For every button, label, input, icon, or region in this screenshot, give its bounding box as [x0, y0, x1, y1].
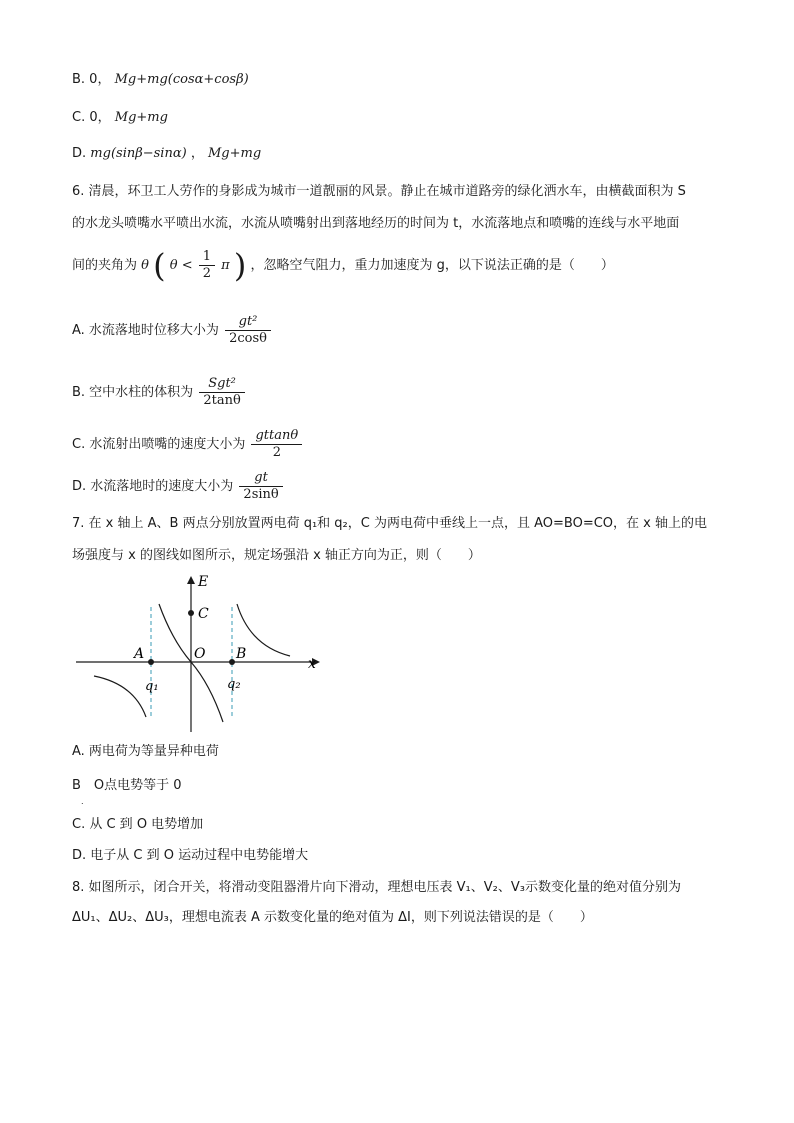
fraction-numerator: gt² — [238, 314, 258, 329]
q8-stem-line2: ΔU₁、ΔU₂、ΔU₃，理想电流表 A 示数变化量的绝对值为 ΔI，则下列说法错误的是（ ） — [72, 910, 593, 925]
separator: ， — [190, 146, 204, 161]
q6-stem-line1: 6. 清晨，环卫工人劳作的身影成为城市一道靓丽的风景。静止在城市道路旁的绿化洒水车，由横截面积为 S — [72, 184, 686, 199]
option-fraction — [199, 376, 244, 409]
right-paren: ) — [233, 246, 247, 285]
e-axis-arrow — [187, 576, 195, 584]
q7-stem-line1: 7. 在 x 轴上 A、B 两点分别放置两电荷 q₁和 q₂，C 为两电荷中垂线上一点，且 AO=BO=CO，在 x 轴上的电 — [72, 516, 707, 531]
option-label: D. 水流落地时的速度大小为 — [72, 479, 234, 494]
fraction-numerator: gttanθ — [255, 428, 299, 443]
label-a: A — [134, 646, 145, 662]
option-fraction — [251, 428, 302, 461]
option-label: B. 0， — [72, 72, 111, 87]
q8-stem-line1: 8. 如图所示，闭合开关，将滑动变阻器滑片向下滑动，理想电压表 V₁、V₂、V₃示数变化量的绝对值分别为 — [72, 880, 681, 895]
option-math: Mg+mg(cosα+cosβ) — [114, 72, 249, 87]
option-label: C. 0， — [72, 110, 111, 125]
option-math: Mg+mg — [207, 146, 262, 161]
fraction-denominator: 2 — [251, 444, 302, 461]
fraction-denominator: 2sinθ — [239, 486, 282, 503]
option-math: Mg+mg — [114, 110, 168, 125]
fraction-numerator: Sgt² — [208, 376, 236, 391]
point-c — [188, 610, 194, 616]
option-label: A. 水流落地时位移大小为 — [72, 323, 219, 338]
condition: θ < — [169, 258, 193, 273]
label-e: E — [198, 574, 209, 590]
point-b — [229, 659, 235, 665]
label-q1: q₁ — [145, 679, 159, 694]
label-q2: q₂ — [227, 677, 241, 692]
fraction-denominator: 2cosθ — [225, 330, 271, 347]
q6-option-c — [72, 426, 304, 464]
q7-option-a: A. 两电荷为等量异种电荷 — [72, 744, 219, 759]
q6-stem-line2: 的水龙头喷嘴水平喷出水流，水流从喷嘴射出到落地经历的时间为 t，水流落地点和喷嘴的连线与水平地面 — [72, 216, 680, 231]
option-fraction — [225, 314, 271, 347]
option-math: mg(sinβ−sinα) — [90, 146, 187, 161]
stem-text: 间的夹角为 — [72, 258, 138, 273]
q6-option-d — [72, 468, 285, 506]
label-b: B — [236, 646, 247, 662]
q5-option-c — [72, 108, 168, 128]
q7-option-b: B O点电势等于 0 — [72, 778, 182, 793]
q7-stem-line2: 场强度与 x 的图线如图所示，规定场强沿 x 轴正方向为正，则（ ） — [72, 548, 481, 563]
pi-symbol: π — [221, 258, 230, 273]
q6-option-b — [72, 374, 247, 412]
q6-stem-line3 — [72, 246, 614, 286]
fraction-numerator: gt — [254, 470, 268, 485]
q7-option-d: D. 电子从 C 到 O 运动过程中电势能增大 — [72, 848, 309, 863]
point-a — [148, 659, 154, 665]
label-x: x — [308, 656, 316, 672]
curve-left-of-q1 — [94, 676, 146, 717]
q5-option-b — [72, 70, 249, 90]
stray-dot: . — [81, 797, 84, 806]
fraction-numerator: 1 — [202, 249, 212, 264]
q5-option-d — [72, 144, 261, 164]
e-x-graph — [72, 572, 332, 737]
q7-option-c: C. 从 C 到 O 电势增加 — [72, 817, 204, 832]
label-c: C — [198, 606, 209, 622]
label-o: O — [194, 646, 206, 662]
fraction-denominator: 2 — [199, 265, 215, 282]
option-label: D. — [72, 146, 87, 161]
option-label: C. 水流射出喷嘴的速度大小为 — [72, 437, 246, 452]
option-fraction — [239, 470, 282, 503]
theta-symbol: θ — [141, 258, 149, 273]
stem-text: ，忽略空气阻力，重力加速度为 g，以下说法正确的是（ ） — [250, 258, 614, 273]
option-label: B. 空中水柱的体积为 — [72, 385, 194, 400]
q6-option-a — [72, 312, 273, 350]
fraction-denominator: 2tanθ — [199, 392, 244, 409]
half-fraction — [199, 249, 215, 282]
left-paren: ( — [153, 246, 166, 285]
